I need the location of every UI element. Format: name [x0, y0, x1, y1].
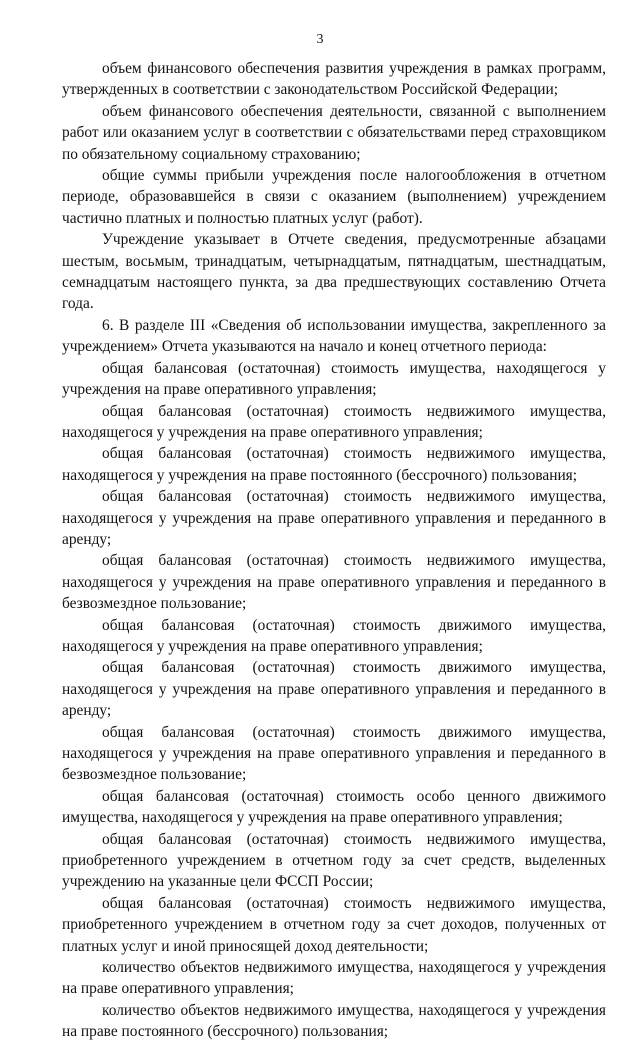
list-item: общая балансовая (остаточная) стоимость недвижимого имущества, приобретенного учреждением в отчетном году за счет средств, выделенных учреждению на указанные цели ФССП России;	[62, 830, 606, 891]
list-item: общая балансовая (остаточная) стоимость недвижимого имущества, приобретенного учреждением в отчетном году за счет доходов, полученных от платных услуг и иной приносящей доход деятельности;	[62, 894, 606, 955]
list-item: общая балансовая (остаточная) стоимость недвижимого имущества, находящегося у учреждения на праве оперативного управления;	[62, 402, 606, 441]
paragraph: объем финансового обеспечения развития учреждения в рамках программ, утвержденных в соответствии с законодательством Российской Федерации;	[62, 60, 606, 99]
paragraph: объем финансового обеспечения деятельности, связанной с выполнением работ или оказанием услуг в соответствии с обязательствами перед страховщиком по обязательному социальному страхованию;	[62, 102, 606, 163]
section-heading-paragraph: 6. В разделе III «Сведения об использовании имущества, закрепленного за учреждением» Отчета указываются на начало и конец отчетного периода:	[62, 316, 606, 356]
list-item: общая балансовая (остаточная) стоимость недвижимого имущества, находящегося у учреждения на праве постоянного (бессрочного) пользования;	[62, 445, 606, 484]
list-item: общая балансовая (остаточная) стоимость недвижимого имущества, находящегося у учреждения на праве оперативного управления и переданного в безвозмездное пользование;	[62, 552, 606, 613]
list-item: общая балансовая (остаточная) стоимость движимого имущества, находящегося у учреждения на праве оперативного управления;	[62, 616, 606, 655]
list-item: общая балансовая (остаточная) стоимость особо ценного движимого имущества, находящегося у учреждения на праве оперативного управления;	[62, 787, 606, 827]
list-item: общая балансовая (остаточная) стоимость имущества, находящегося у учреждения на праве оперативного управления;	[62, 359, 606, 399]
page-number: 3	[316, 32, 324, 47]
document-body	[62, 58, 606, 1043]
list-item: количество объектов недвижимого имущества, находящегося у учреждения на праве оперативного управления;	[62, 959, 606, 998]
list-item: общая балансовая (остаточная) стоимость недвижимого имущества, находящегося у учреждения на праве оперативного управления и переданного в аренду;	[62, 488, 606, 548]
list-item: общая балансовая (остаточная) стоимость движимого имущества, находящегося у учреждения на праве оперативного управления и переданного в безвозмездное пользование;	[62, 723, 606, 784]
paragraph: общие суммы прибыли учреждения после налогообложения в отчетном периоде, образовавшейся в связи с оказанием (выполнением) учреждением частично платных и полностью платных услуг (работ).	[62, 167, 606, 227]
list-item: общая балансовая (остаточная) стоимость движимого имущества, находящегося у учреждения на праве оперативного управления и переданного в аренду;	[62, 659, 606, 720]
paragraph: Учреждение указывает в Отчете сведения, предусмотренные абзацами шестым, восьмым, тринадцатым, четырнадцатым, пятнадцатым, шестнадцатым, семнадцатым настоящего пункта, за два предшествующих составлению Отчета года.	[62, 231, 606, 313]
list-item: количество объектов недвижимого имущества, находящегося у учреждения на праве постоянного (бессрочного) пользования;	[62, 1001, 606, 1041]
